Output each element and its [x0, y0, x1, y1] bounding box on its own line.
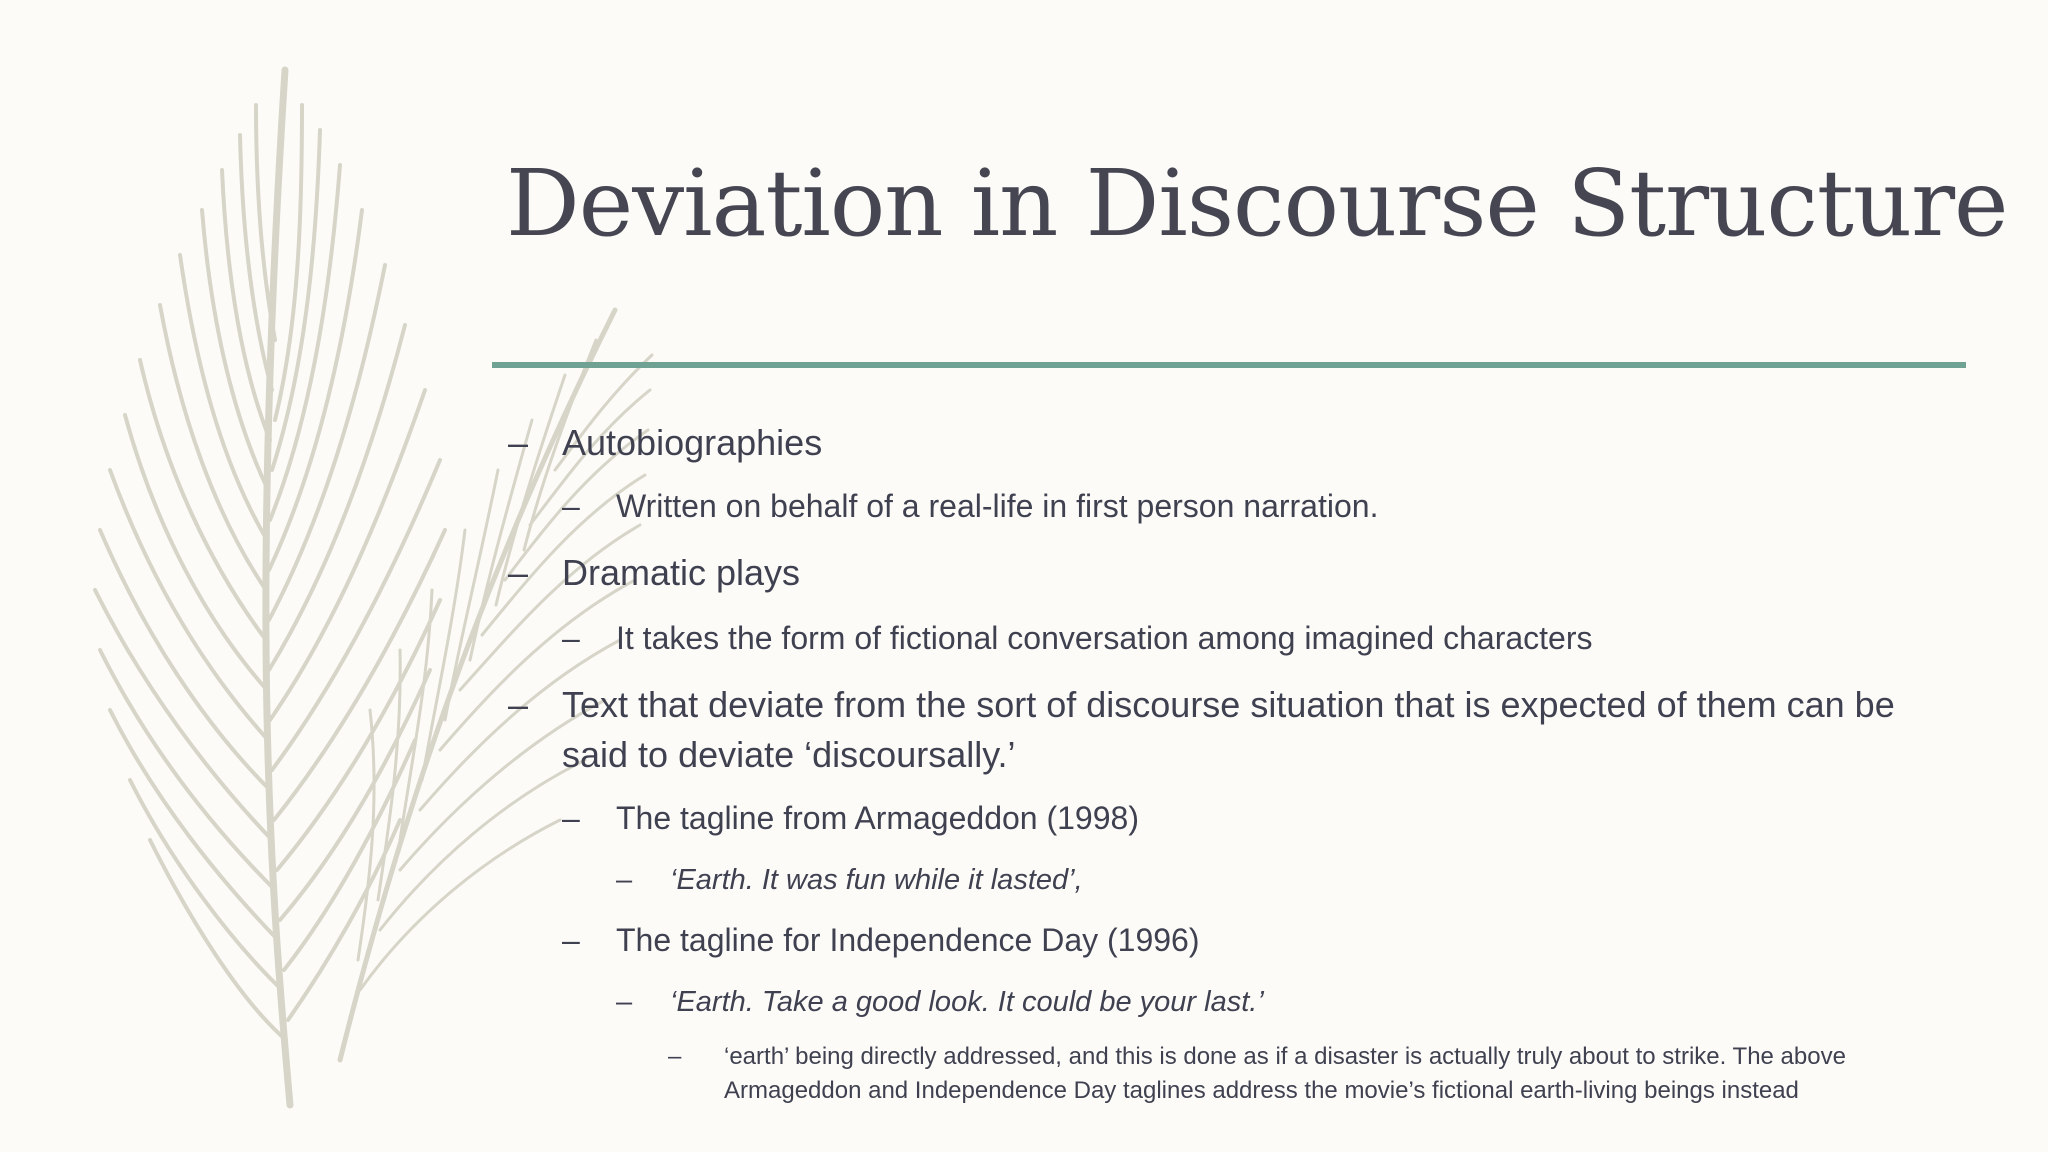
bullet-text: Autobiographies: [562, 422, 823, 463]
bullet-dash: –: [508, 684, 529, 725]
bullet-item: [508, 418, 822, 468]
bullet-dash: –: [562, 620, 580, 656]
bullet-dash: –: [616, 864, 633, 896]
bullet-item: [668, 1040, 1928, 1108]
bullet-item: [562, 796, 1139, 840]
bullet-text: Text that deviate from the sort of discourse situation that is expected of them can be said to deviate ‘discoursally.’: [562, 684, 1895, 775]
bullet-text: It takes the form of fictional conversation among imagined characters: [616, 620, 1593, 656]
bullet-dash: –: [562, 488, 580, 524]
bullet-text: The tagline from Armageddon (1998): [616, 800, 1139, 836]
bullet-dash: –: [668, 1043, 682, 1070]
bullet-text: Written on behalf of a real-life in first person narration.: [616, 488, 1379, 524]
bullet-text: Dramatic plays: [562, 552, 801, 593]
bullet-dash: –: [562, 800, 580, 836]
bullet-item: [562, 616, 1592, 660]
bullet-dash: –: [508, 552, 529, 593]
bullet-item: [562, 484, 1378, 528]
bullet-text: ‘Earth. It was fun while it lasted’,: [670, 864, 1083, 896]
bullet-text: ‘earth’ being directly addressed, and this is done as if a disaster is actually truly about to strike. The above Armageddon and Independence Day taglines address the movie’s fictional earth-living beings instead: [724, 1043, 1846, 1104]
bullet-item: [508, 548, 800, 598]
bullet-item: [562, 918, 1200, 962]
bullet-dash: –: [562, 922, 580, 958]
bullet-item: [616, 982, 1264, 1022]
slide-title: Deviation in Discourse Structure: [506, 150, 2008, 257]
bullet-item: [616, 860, 1083, 900]
bullet-dash: –: [616, 986, 633, 1018]
bullet-dash: –: [508, 422, 529, 463]
bullet-item: [508, 680, 1928, 780]
bullet-text: ‘Earth. Take a good look. It could be your last.’: [670, 986, 1264, 1018]
bullet-text: The tagline for Independence Day (1996): [616, 922, 1200, 958]
